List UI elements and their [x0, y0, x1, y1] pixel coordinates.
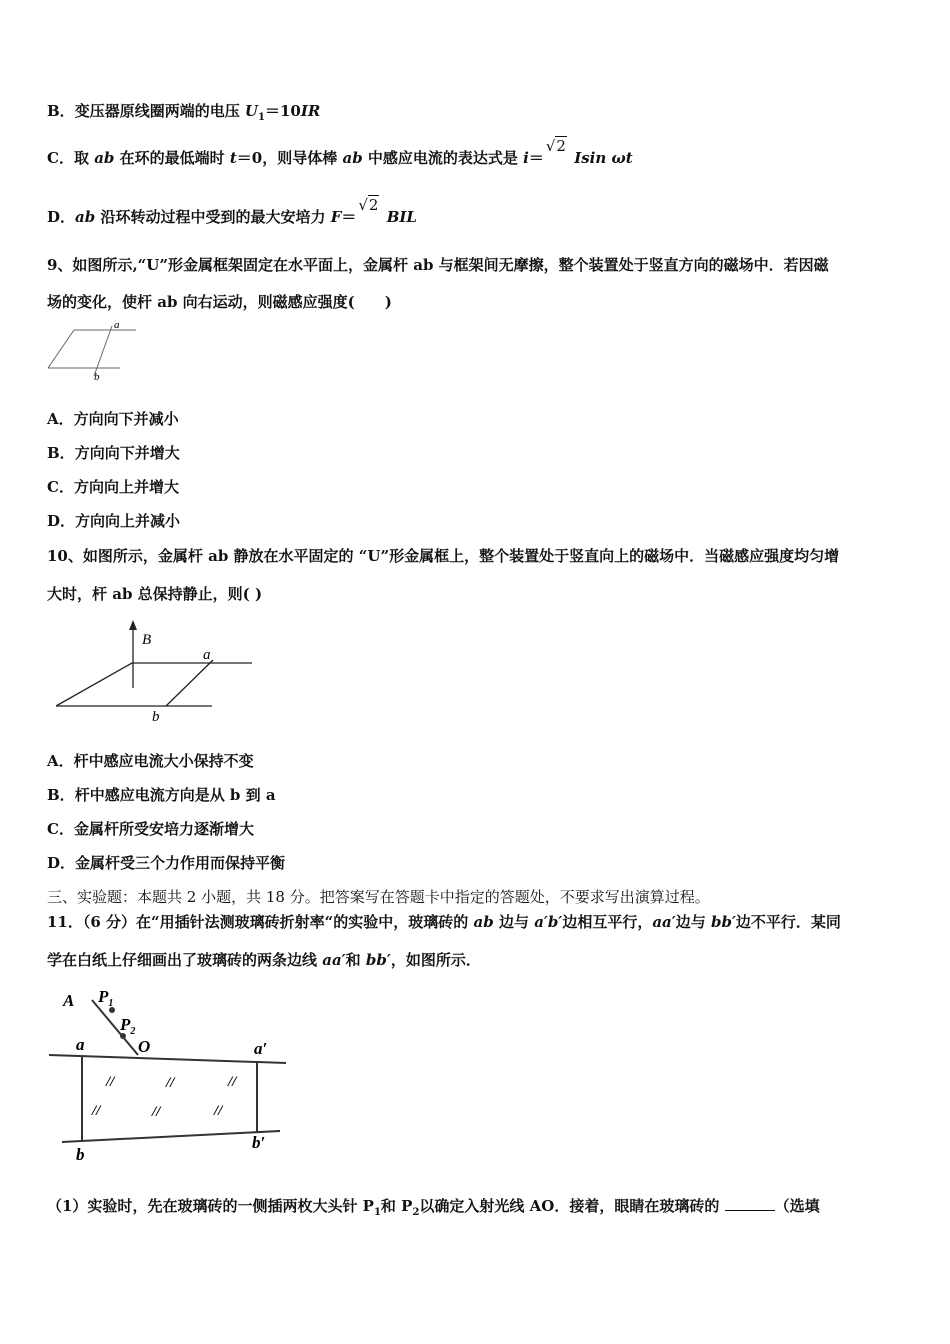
svg-text://: //	[166, 1075, 175, 1091]
q9-label-a: a	[114, 319, 120, 331]
q9-figure	[44, 318, 144, 384]
q10-label-a: a	[203, 647, 211, 663]
q9-label-b: b	[94, 371, 100, 383]
q11-label-A: A	[63, 991, 75, 1010]
glass-hatch-marks	[91, 1074, 238, 1120]
q9-option-a: A．方向向下并减小	[47, 410, 179, 428]
answer-blank[interactable]	[725, 1210, 775, 1211]
q10-option-c: C．金属杆所受安培力逐渐增大	[47, 820, 254, 838]
q11-label-b-prime: b′	[252, 1133, 266, 1152]
q8-option-d: D．ab 沿环转动过程中受到的最大安培力 F＝√2 BIL	[47, 196, 417, 226]
q10-stem-line1: 10、如图所示，金属杆 ab 静放在水平固定的 “U”形金属框上，整个装置处于竖直向上的磁场中．当磁感应强度均匀增	[47, 547, 840, 565]
q10-option-a: A．杆中感应电流大小保持不变	[47, 752, 254, 770]
svg-text://: //	[152, 1104, 161, 1120]
q9-option-c: C．方向向上并增大	[47, 478, 179, 496]
q11-label-a: a	[76, 1035, 85, 1054]
q10-label-b: b	[152, 709, 160, 725]
q11-label-P2: $P_2$	[120, 1015, 136, 1037]
q11-sub1: （1）实验时，先在玻璃砖的一侧插两枚大头针 $P_1$和 $P_2$以确定入射光线 AO．接着，眼睛在玻璃砖的 （选填	[47, 1197, 820, 1218]
q9-stem-line1: 9、如图所示,“U”形金属框架固定在水平面上，金属杆 ab 与框架间无摩擦，整个装置处于竖直方向的磁场中．若因磁	[47, 256, 829, 274]
q11-label-b: b	[76, 1145, 85, 1164]
q11-stem-line1: 11．（6 分）在“用插针法测玻璃砖折射率“的实验中，玻璃砖的 ab 边与 a′b′边相互平行，aa′边与 bb′边不平行．某同	[47, 913, 841, 931]
q11-label-a-prime: a′	[254, 1039, 268, 1058]
q9-stem-line2: 场的变化，使杆 ab 向右运动，则磁感应强度( )	[47, 293, 392, 311]
section-heading: 三、实验题：本题共 2 小题，共 18 分。把答案写在答题卡中指定的答题处，不要求写出演算过程。	[47, 888, 710, 906]
svg-text://: //	[106, 1074, 115, 1090]
svg-text://: //	[228, 1074, 237, 1090]
q11-label-P1: $P_1$	[98, 987, 114, 1009]
q10-stem-line2: 大时，杆 ab 总保持静止，则( )	[47, 585, 263, 603]
q10-option-b: B．杆中感应电流方向是从 b 到 a	[47, 786, 276, 804]
svg-text://: //	[92, 1103, 101, 1119]
q10-figure	[50, 618, 260, 728]
q11-figure	[46, 984, 296, 1166]
sqrt-symbol: √2	[358, 196, 379, 214]
q11-label-O: O	[138, 1037, 151, 1056]
q8-option-b: B．变压器原线圈两端的电压 $U_1=10IR$	[47, 102, 321, 123]
q10-label-B: B	[142, 632, 152, 648]
q9-option-d: D．方向向上并减小	[47, 512, 181, 530]
sqrt-symbol: √2	[545, 137, 566, 155]
q9-option-b: B．方向向下并增大	[47, 444, 180, 462]
q8-option-c: C．取 ab 在环的最低端时 t＝0，则导体棒 ab 中感应电流的表达式是 i＝√2 Isin ωt	[47, 137, 633, 167]
svg-text://: //	[214, 1103, 223, 1119]
q10-option-d: D．金属杆受三个力作用而保持平衡	[47, 854, 286, 872]
q11-stem-line2: 学在白纸上仔细画出了玻璃砖的两条边线 aa′和 bb′，如图所示．	[47, 951, 481, 969]
